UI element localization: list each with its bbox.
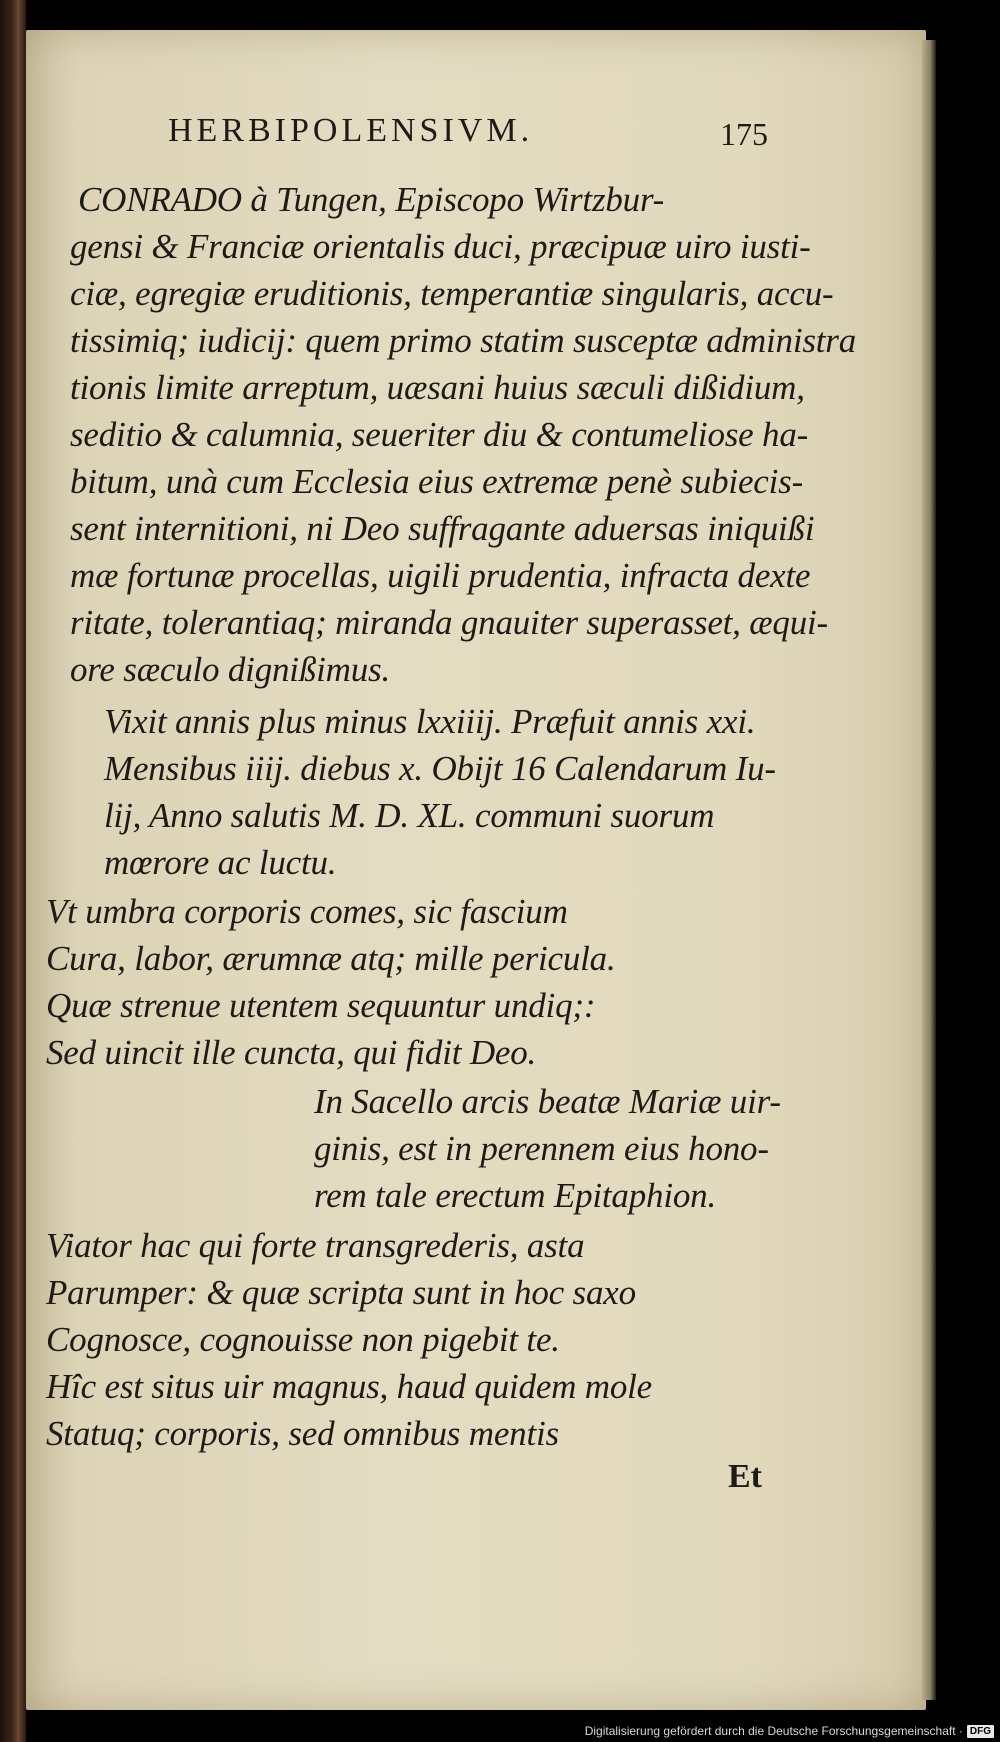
page-number: 175: [720, 116, 768, 152]
book-spine: [0, 0, 26, 1742]
prose-line: ciæ, egregiæ eruditionis, temperantiæ singularis, accu-: [70, 274, 834, 313]
prose-line: seditio & calumnia, seueriter diu & contumeliose ha-: [70, 415, 809, 454]
prose-line: bitum, unà cum Ecclesia eius extremæ penè subiecis-: [70, 462, 804, 501]
prose-line: gensi & Franciæ orientalis duci, præcipuæ uiro iusti-: [70, 227, 811, 266]
age-line: Vixit annis plus minus lxxiiij. Præfuit annis xxi.: [104, 702, 756, 741]
epitaph-intro-line: In Sacello arcis beatæ Mariæ uir-: [314, 1082, 781, 1121]
age-line: mœrore ac luctu.: [104, 843, 337, 882]
prose-line: tionis limite arreptum, uæsani huius sæculi dißidium,: [70, 368, 805, 407]
prose-line: tissimiq; iudicij: quem primo statim susceptæ administra: [70, 321, 857, 360]
prose-line: ritate, tolerantiaq; miranda gnauiter superasset, æqui-: [70, 603, 829, 642]
prose-line: mæ fortunæ procellas, uigili prudentia, infracta dexte: [70, 556, 811, 595]
catchword: Et: [728, 1458, 762, 1495]
epitaph-line: Parumper: & quæ scripta sunt in hoc saxo: [46, 1273, 636, 1312]
verse-line: Cura, labor, ærumnæ atq; mille pericula.: [46, 939, 616, 978]
running-title: HERBIPOLENSIVM.: [168, 112, 534, 149]
epitaph-line: Statuq; corporis, sed omnibus mentis: [46, 1414, 559, 1453]
verse-line: Quæ strenue utentem sequuntur undiq;:: [46, 986, 596, 1025]
age-line: lij, Anno salutis M. D. XL. communi suorum: [104, 796, 715, 835]
verse-line: Vt umbra corporis comes, sic fascium: [46, 892, 568, 931]
verse-line: Sed uincit ille cuncta, qui fidit Deo.: [46, 1033, 537, 1072]
epitaph-intro-line: ginis, est in perennem eius hono-: [314, 1129, 769, 1168]
book-page: [26, 30, 926, 1710]
digitization-footer: [0, 1720, 1000, 1742]
footer-text: Digitalisierung gefördert durch die Deutsche Forschungsgemeinschaft ·: [584, 1724, 963, 1738]
epitaph-line: Cognosce, cognouisse non pigebit te.: [46, 1320, 560, 1359]
prose-line: sent internitioni, ni Deo suffragante aduersas iniquißi: [70, 509, 815, 548]
age-line: Mensibus iiij. diebus x. Obijt 16 Calendarum Iu-: [104, 749, 776, 788]
prose-line: CONRADO à Tungen, Episcopo Wirtzbur-: [78, 180, 665, 219]
epitaph-line: Viator hac qui forte transgrederis, asta: [46, 1226, 585, 1265]
dfg-logo: DFG: [967, 1725, 994, 1738]
epitaph-intro-line: rem tale erectum Epitaphion.: [314, 1176, 716, 1215]
prose-line: ore sæculo dignißimus.: [70, 650, 390, 689]
epitaph-line: Hîc est situs uir magnus, haud quidem mole: [46, 1367, 653, 1406]
